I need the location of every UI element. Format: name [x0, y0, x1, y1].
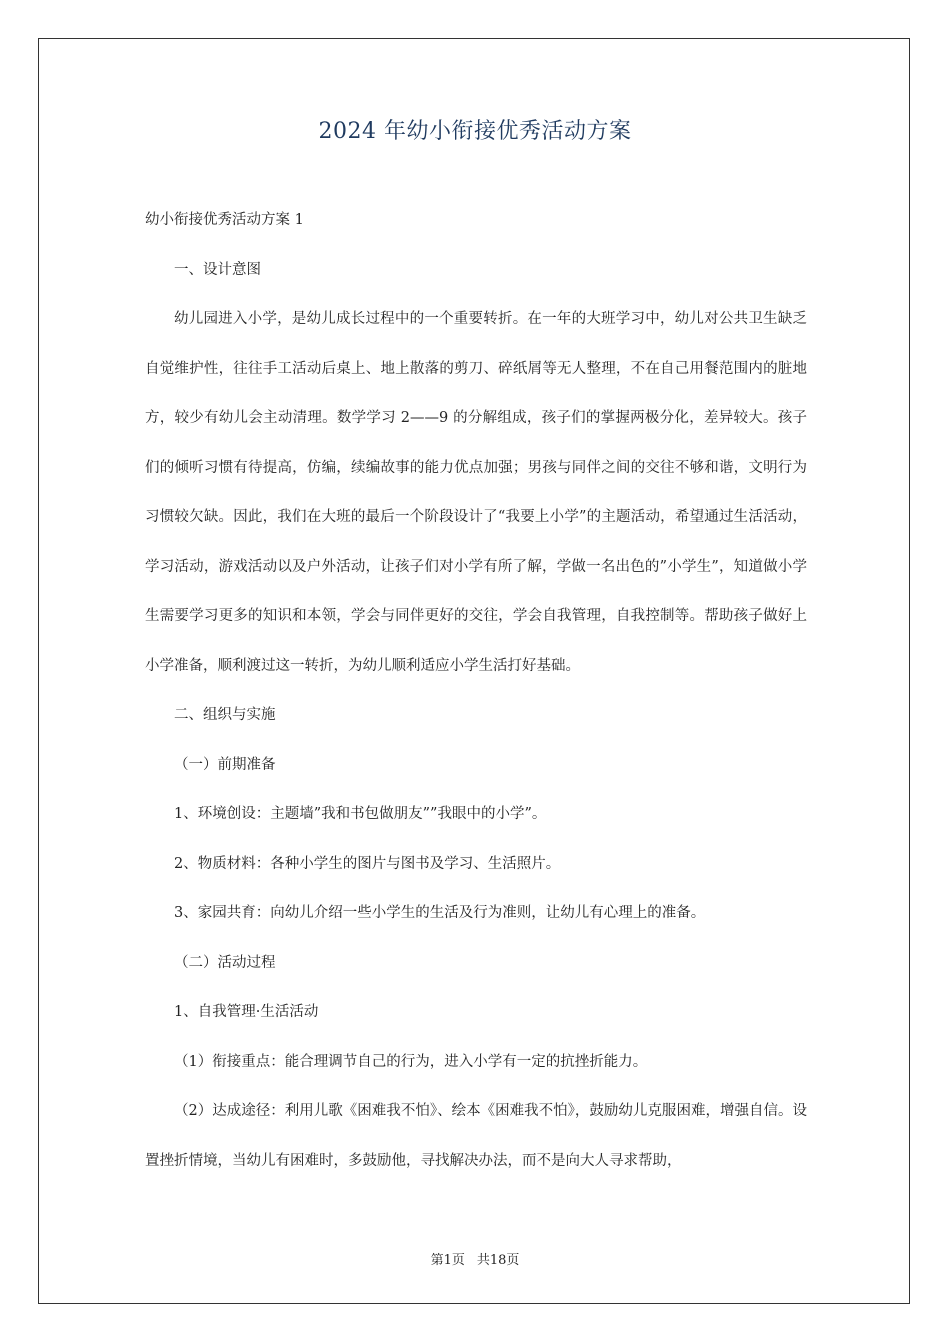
paragraph-7: 3、家园共育：向幼儿介绍一些小学生的生活及行为准则，让幼儿有心理上的准备。 — [174, 905, 706, 921]
document-body — [145, 196, 807, 1186]
paragraph-10: （1）衔接重点：能合理调节自己的行为，进入小学有一定的抗挫折能力。 — [174, 1053, 648, 1070]
paragraph-3: 二、组织与实施 — [174, 707, 276, 723]
page-total: 共18页 — [476, 1253, 520, 1268]
paragraph-0: 幼小衔接优秀活动方案 1 — [145, 212, 304, 228]
page-number: 第1页 — [430, 1253, 465, 1268]
paragraph-4: （一）前期准备 — [174, 756, 276, 773]
paragraph-2: 幼儿园进入小学，是幼儿成长过程中的一个重要转折。在一年的大班学习中，幼儿对公共卫生缺乏自觉维护性，往往手工活动后桌上、地上散落的剪刀、碎纸屑等无人整理，不在自己用餐范围内的脏地方，较少有幼儿会主动清理。数学学习 2——9 的分解组成，孩子们的掌握两极分化，差异较大。孩子们的倾听习惯有待提高，仿编，续编故事的能力优点加强；男孩与同伴之间的交往不够和谐，文明行为习惯较欠缺。因此，我们在大班的最后一个阶段设计了“我要上小学”的主题活动，希望通过生活活动，学习活动，游戏活动以及户外活动，让孩子们对小学有所了解，学做一名出色的”小学生”，知道做小学生需要学习更多的知识和本领，学会与同伴更好的交往，学会自我管理，自我控制等。帮助孩子做好上小学准备，顺利渡过这一转折，为幼儿顺利适应小学生活打好基础。 — [145, 311, 807, 674]
paragraph-6: 2、物质材料：各种小学生的图片与图书及学习、生活照片。 — [174, 855, 561, 872]
paragraph-1: 一、设计意图 — [174, 261, 261, 278]
document-title: 2024 年幼小衔接优秀活动方案 — [318, 119, 632, 144]
page-footer — [0, 1249, 950, 1268]
paragraph-8: （二）活动过程 — [174, 954, 276, 971]
paragraph-11: （2）达成途径：利用儿歌《困难我不怕》、绘本《困难我不怕》，鼓励幼儿克服困难，增强自信。设置挫折情境，当幼儿有困难时，多鼓励他，寻找解决办法，而不是向大人寻求帮助， — [145, 1103, 807, 1169]
paragraph-9: 1、自我管理·生活活动 — [174, 1004, 319, 1020]
paragraph-5: 1、环境创设：主题墙”我和书包做朋友””我眼中的小学”。 — [174, 806, 547, 822]
